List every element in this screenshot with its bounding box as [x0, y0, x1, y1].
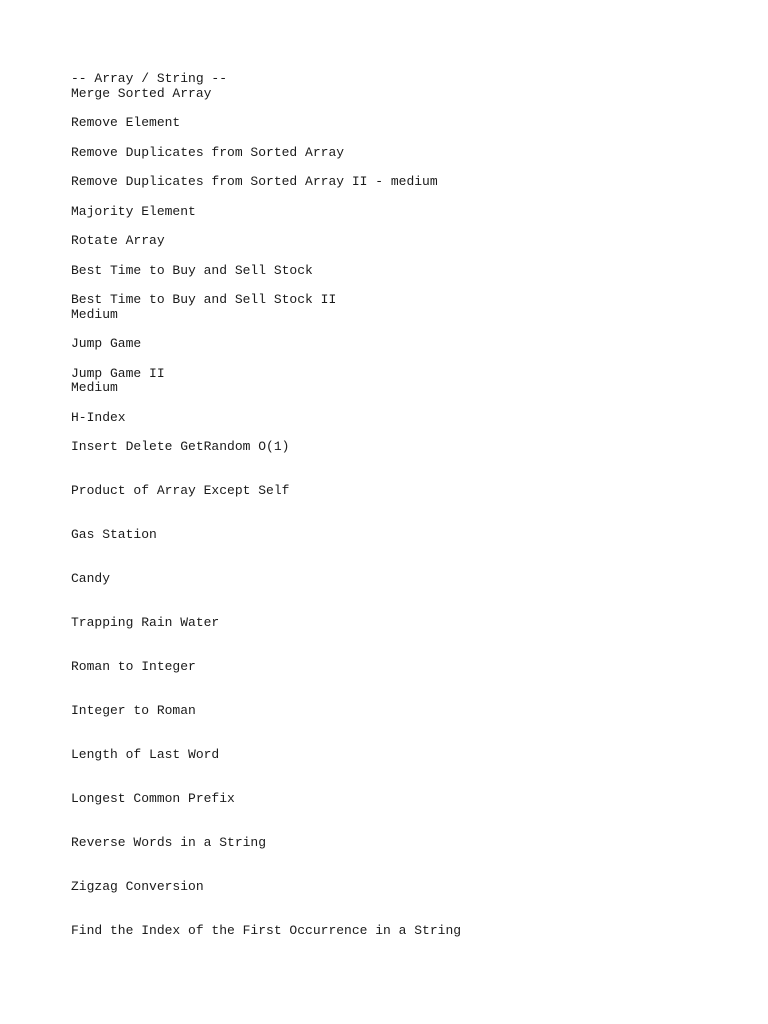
divider [71, 278, 711, 293]
divider [71, 249, 711, 264]
divider [71, 895, 711, 925]
list-item: Remove Element [71, 115, 181, 130]
list-item: Jump Game II [71, 365, 165, 381]
divider [71, 851, 711, 881]
list-item: Length of Last Word [71, 747, 220, 762]
divider [71, 587, 711, 617]
divider [71, 352, 711, 367]
list-item: Best Time to Buy and Sell Stock [71, 262, 313, 278]
section-header: -- Array / String -- [71, 71, 228, 86]
list-item: Jump Game [71, 336, 142, 351]
list-item: Insert Delete GetRandom O(1) [71, 439, 290, 454]
list-item: Majority Element [71, 203, 196, 219]
list-item: Integer to Roman [71, 703, 196, 718]
difficulty-note: Medium [71, 306, 118, 322]
divider [71, 219, 711, 234]
list-item: Product of Array Except Self [71, 483, 290, 498]
divider [71, 543, 711, 573]
divider [71, 631, 711, 661]
list-item: Remove Duplicates from Sorted Array [71, 144, 345, 160]
divider [71, 190, 711, 205]
list-item: Reverse Words in a String [71, 835, 267, 850]
list-item: Find the Index of the First Occurrence in a String [71, 923, 462, 938]
list-item: Candy [71, 571, 111, 586]
divider [71, 807, 711, 837]
divider [71, 763, 711, 793]
divider [71, 455, 711, 485]
list-item: Merge Sorted Array [71, 85, 212, 101]
list-item: Longest Common Prefix [71, 791, 235, 806]
list-item: Rotate Array [71, 233, 165, 248]
list-item: Trapping Rain Water [71, 615, 220, 630]
document-body [71, 72, 711, 939]
list-item: H-Index [71, 409, 126, 425]
list-item: Remove Duplicates from Sorted Array II - medium [71, 174, 438, 189]
list-item: Gas Station [71, 527, 157, 542]
divider [71, 131, 711, 146]
divider [71, 675, 711, 705]
divider [71, 499, 711, 529]
divider [71, 396, 711, 411]
divider [71, 322, 711, 337]
list-item: Roman to Integer [71, 659, 196, 674]
divider [71, 425, 711, 440]
divider [71, 101, 711, 116]
divider [71, 719, 711, 749]
difficulty-note: Medium [71, 380, 118, 395]
list-item: Zigzag Conversion [71, 879, 204, 894]
divider [71, 160, 711, 175]
list-item: Best Time to Buy and Sell Stock II [71, 292, 337, 307]
